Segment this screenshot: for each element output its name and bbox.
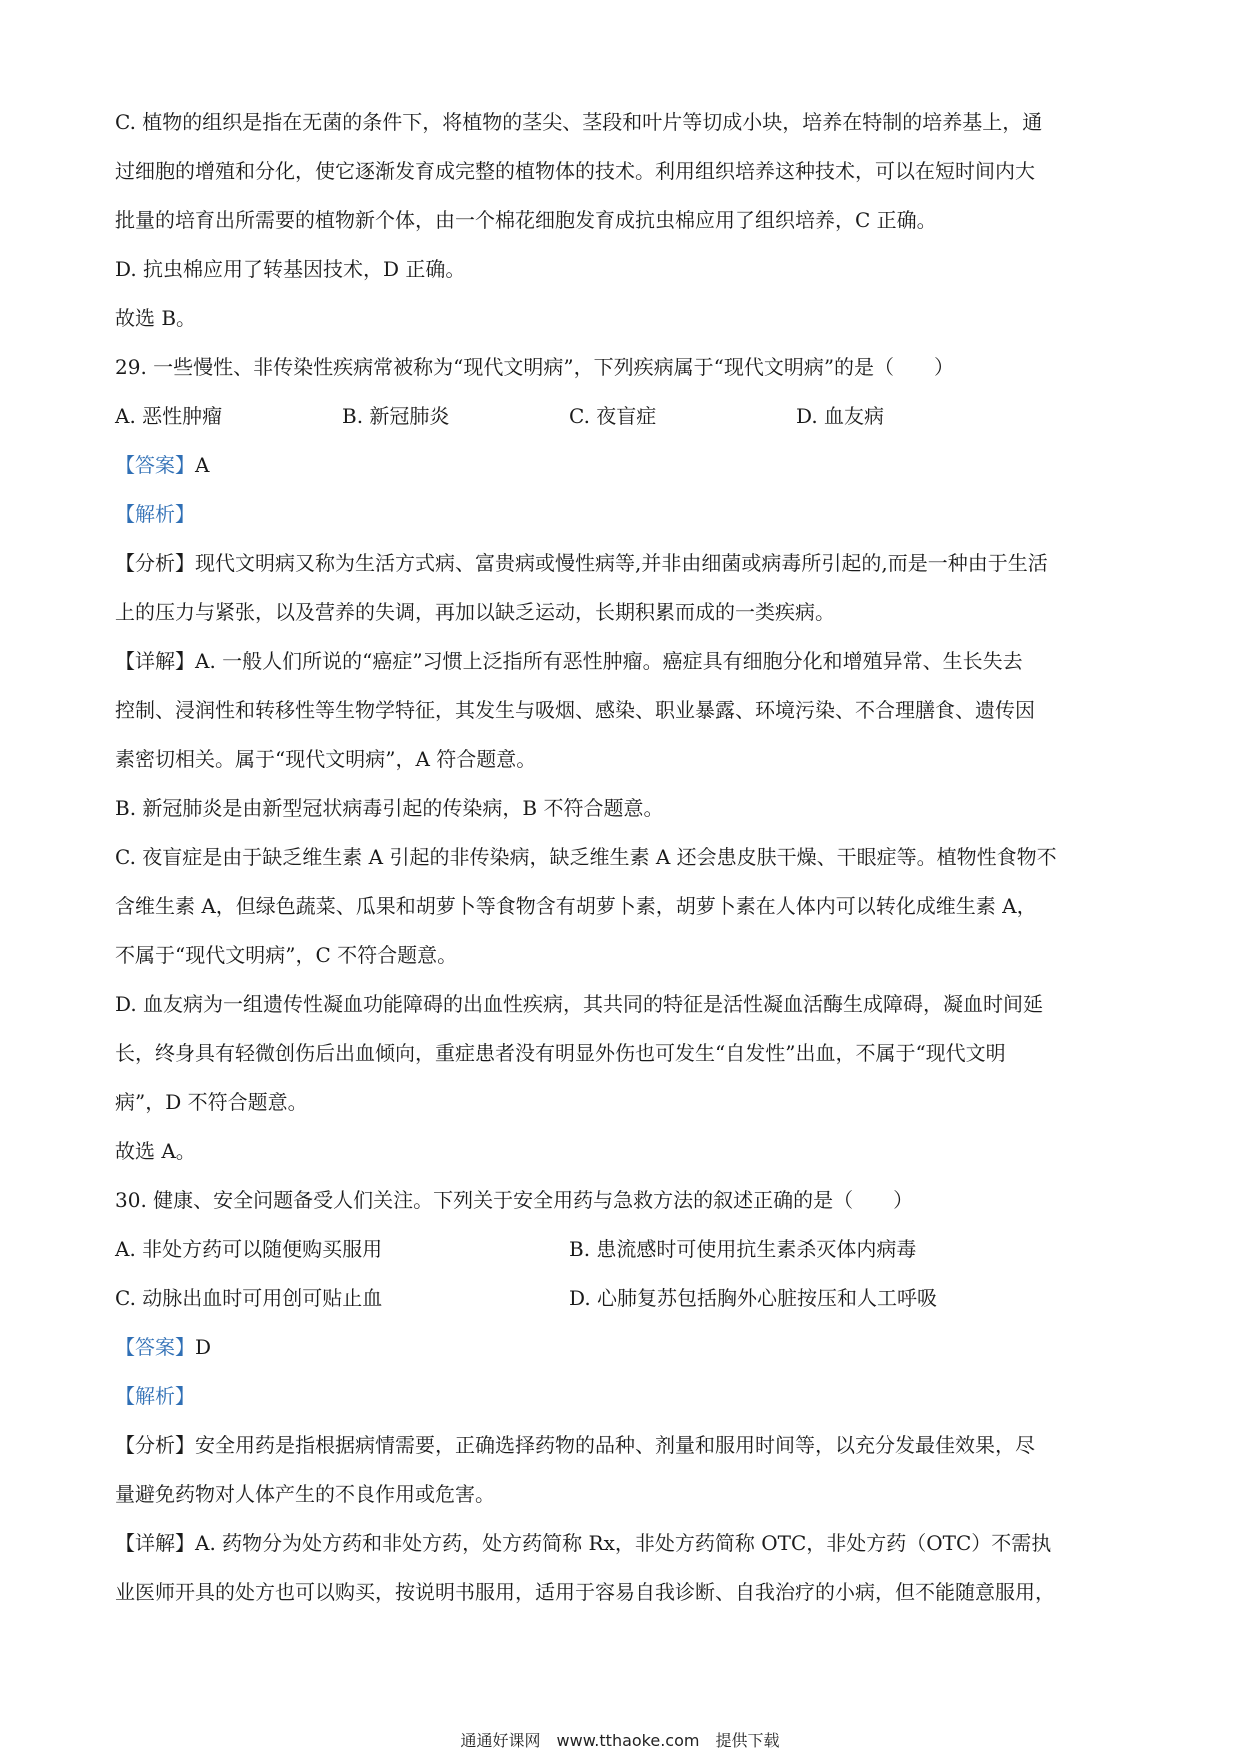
text-line: C. 夜盲症是由于缺乏维生素 A 引起的非传染病，缺乏维生素 A 还会患皮肤干燥、干眼症等。植物性食物不: [115, 845, 1057, 869]
detail-line: [115, 1519, 1130, 1568]
xiangjie-tag: 【详解】: [115, 649, 195, 673]
text-line: 故选 A。: [115, 1139, 196, 1163]
text-line: 上的压力与紧张，以及营养的失调，再加以缺乏运动，长期积累而成的一类疾病。: [115, 600, 835, 624]
option-d: D. 血友病: [796, 404, 885, 428]
option-d: D. 心肺复苏包括胸外心脏按压和人工呼吸: [569, 1286, 938, 1310]
text-line: 业医师开具的处方也可以购买，按说明书服用，适用于容易自我诊断、自我治疗的小病，但不能随意服用，: [115, 1580, 1055, 1604]
text-line: 长，终身具有轻微创伤后出血倾向，重症患者没有明显外伤也可发生“自发性”出血，不属于“现代文明: [115, 1041, 1006, 1065]
option-b: B. 新冠肺炎: [342, 404, 450, 428]
analysis-line: [115, 1421, 1130, 1470]
text-line: B. 新冠肺炎是由新型冠状病毒引起的传染病，B 不符合题意。: [115, 796, 664, 820]
text-line: 不属于“现代文明病”，C 不符合题意。: [115, 943, 458, 967]
detail-text: A. 药物分为处方药和非处方药，处方药简称 Rx，非处方药简称 OTC，非处方药（OTC）不需执: [195, 1531, 1052, 1555]
analysis-tag: 【解析】: [115, 502, 195, 526]
detail-line: [115, 637, 1130, 686]
text-line: 量避免药物对人体产生的不良作用或危害。: [115, 1482, 495, 1506]
xiangjie-tag: 【详解】: [115, 1531, 195, 1555]
document-body: [115, 98, 1130, 1617]
analysis-line: [115, 539, 1130, 588]
option-c: C. 动脉出血时可用创可贴止血: [115, 1286, 383, 1310]
text-line: 素密切相关。属于“现代文明病”，A 符合题意。: [115, 747, 537, 771]
answer-tag: 【答案】: [115, 453, 195, 477]
option-b: B. 患流感时可使用抗生素杀灭体内病毒: [569, 1237, 917, 1261]
text-line: D. 抗虫棉应用了转基因技术，D 正确。: [115, 257, 466, 281]
fenxi-tag: 【分析】: [115, 551, 195, 575]
text-line: 故选 B。: [115, 306, 197, 330]
answer-line: [115, 441, 1130, 490]
option-c: C. 夜盲症: [569, 404, 657, 428]
option-a: A. 非处方药可以随便购买服用: [115, 1237, 383, 1261]
fenxi-text: 安全用药是指根据病情需要，正确选择药物的品种、剂量和服用时间等，以充分发最佳效果，尽: [195, 1433, 1035, 1457]
text-line: 控制、浸润性和转移性等生物学特征，其发生与吸烟、感染、职业暴露、环境污染、不合理膳食、遗传因: [115, 698, 1035, 722]
fenxi-tag: 【分析】: [115, 1433, 195, 1457]
text-line: 批量的培育出所需要的植物新个体，由一个棉花细胞发育成抗虫棉应用了组织培养，C 正确。: [115, 208, 937, 232]
question-30-options-row2: [115, 1274, 1130, 1323]
text-line: 病”，D 不符合题意。: [115, 1090, 308, 1114]
fenxi-text: 现代文明病又称为生活方式病、富贵病或慢性病等,并非由细菌或病毒所引起的,而是一种由于生活: [195, 551, 1048, 575]
answer-line: [115, 1323, 1130, 1372]
page-footer: 通通好课网 www.tthaoke.com 提供下载: [460, 1731, 780, 1750]
detail-text: A. 一般人们所说的“癌症”习惯上泛指所有恶性肿瘤。癌症具有细胞分化和增殖异常、生长失去: [195, 649, 1023, 673]
answer-value: D: [195, 1335, 212, 1359]
question-29-stem: 29. 一些慢性、非传染性疾病常被称为“现代文明病”，下列疾病属于“现代文明病”的是（ ）: [115, 355, 955, 379]
question-30-stem: 30. 健康、安全问题备受人们关注。下列关于安全用药与急救方法的叙述正确的是（ ）: [115, 1188, 914, 1212]
answer-tag: 【答案】: [115, 1335, 195, 1359]
answer-value: A: [195, 453, 210, 477]
option-a: A. 恶性肿瘤: [115, 404, 223, 428]
analysis-tag: 【解析】: [115, 1384, 195, 1408]
question-30-options-row1: [115, 1225, 1130, 1274]
question-29-options: [115, 392, 1130, 441]
text-line: D. 血友病为一组遗传性凝血功能障碍的出血性疾病，其共同的特征是活性凝血活酶生成障碍，凝血时间延: [115, 992, 1044, 1016]
text-line: 过细胞的增殖和分化，使它逐渐发育成完整的植物体的技术。利用组织培养这种技术，可以在短时间内大: [115, 159, 1035, 183]
text-line: 含维生素 A，但绿色蔬菜、瓜果和胡萝卜等食物含有胡萝卜素，胡萝卜素在人体内可以转化成维生素 A，: [115, 894, 1037, 918]
text-line: C. 植物的组织是指在无菌的条件下，将植物的茎尖、茎段和叶片等切成小块，培养在特制的培养基上，通: [115, 110, 1043, 134]
